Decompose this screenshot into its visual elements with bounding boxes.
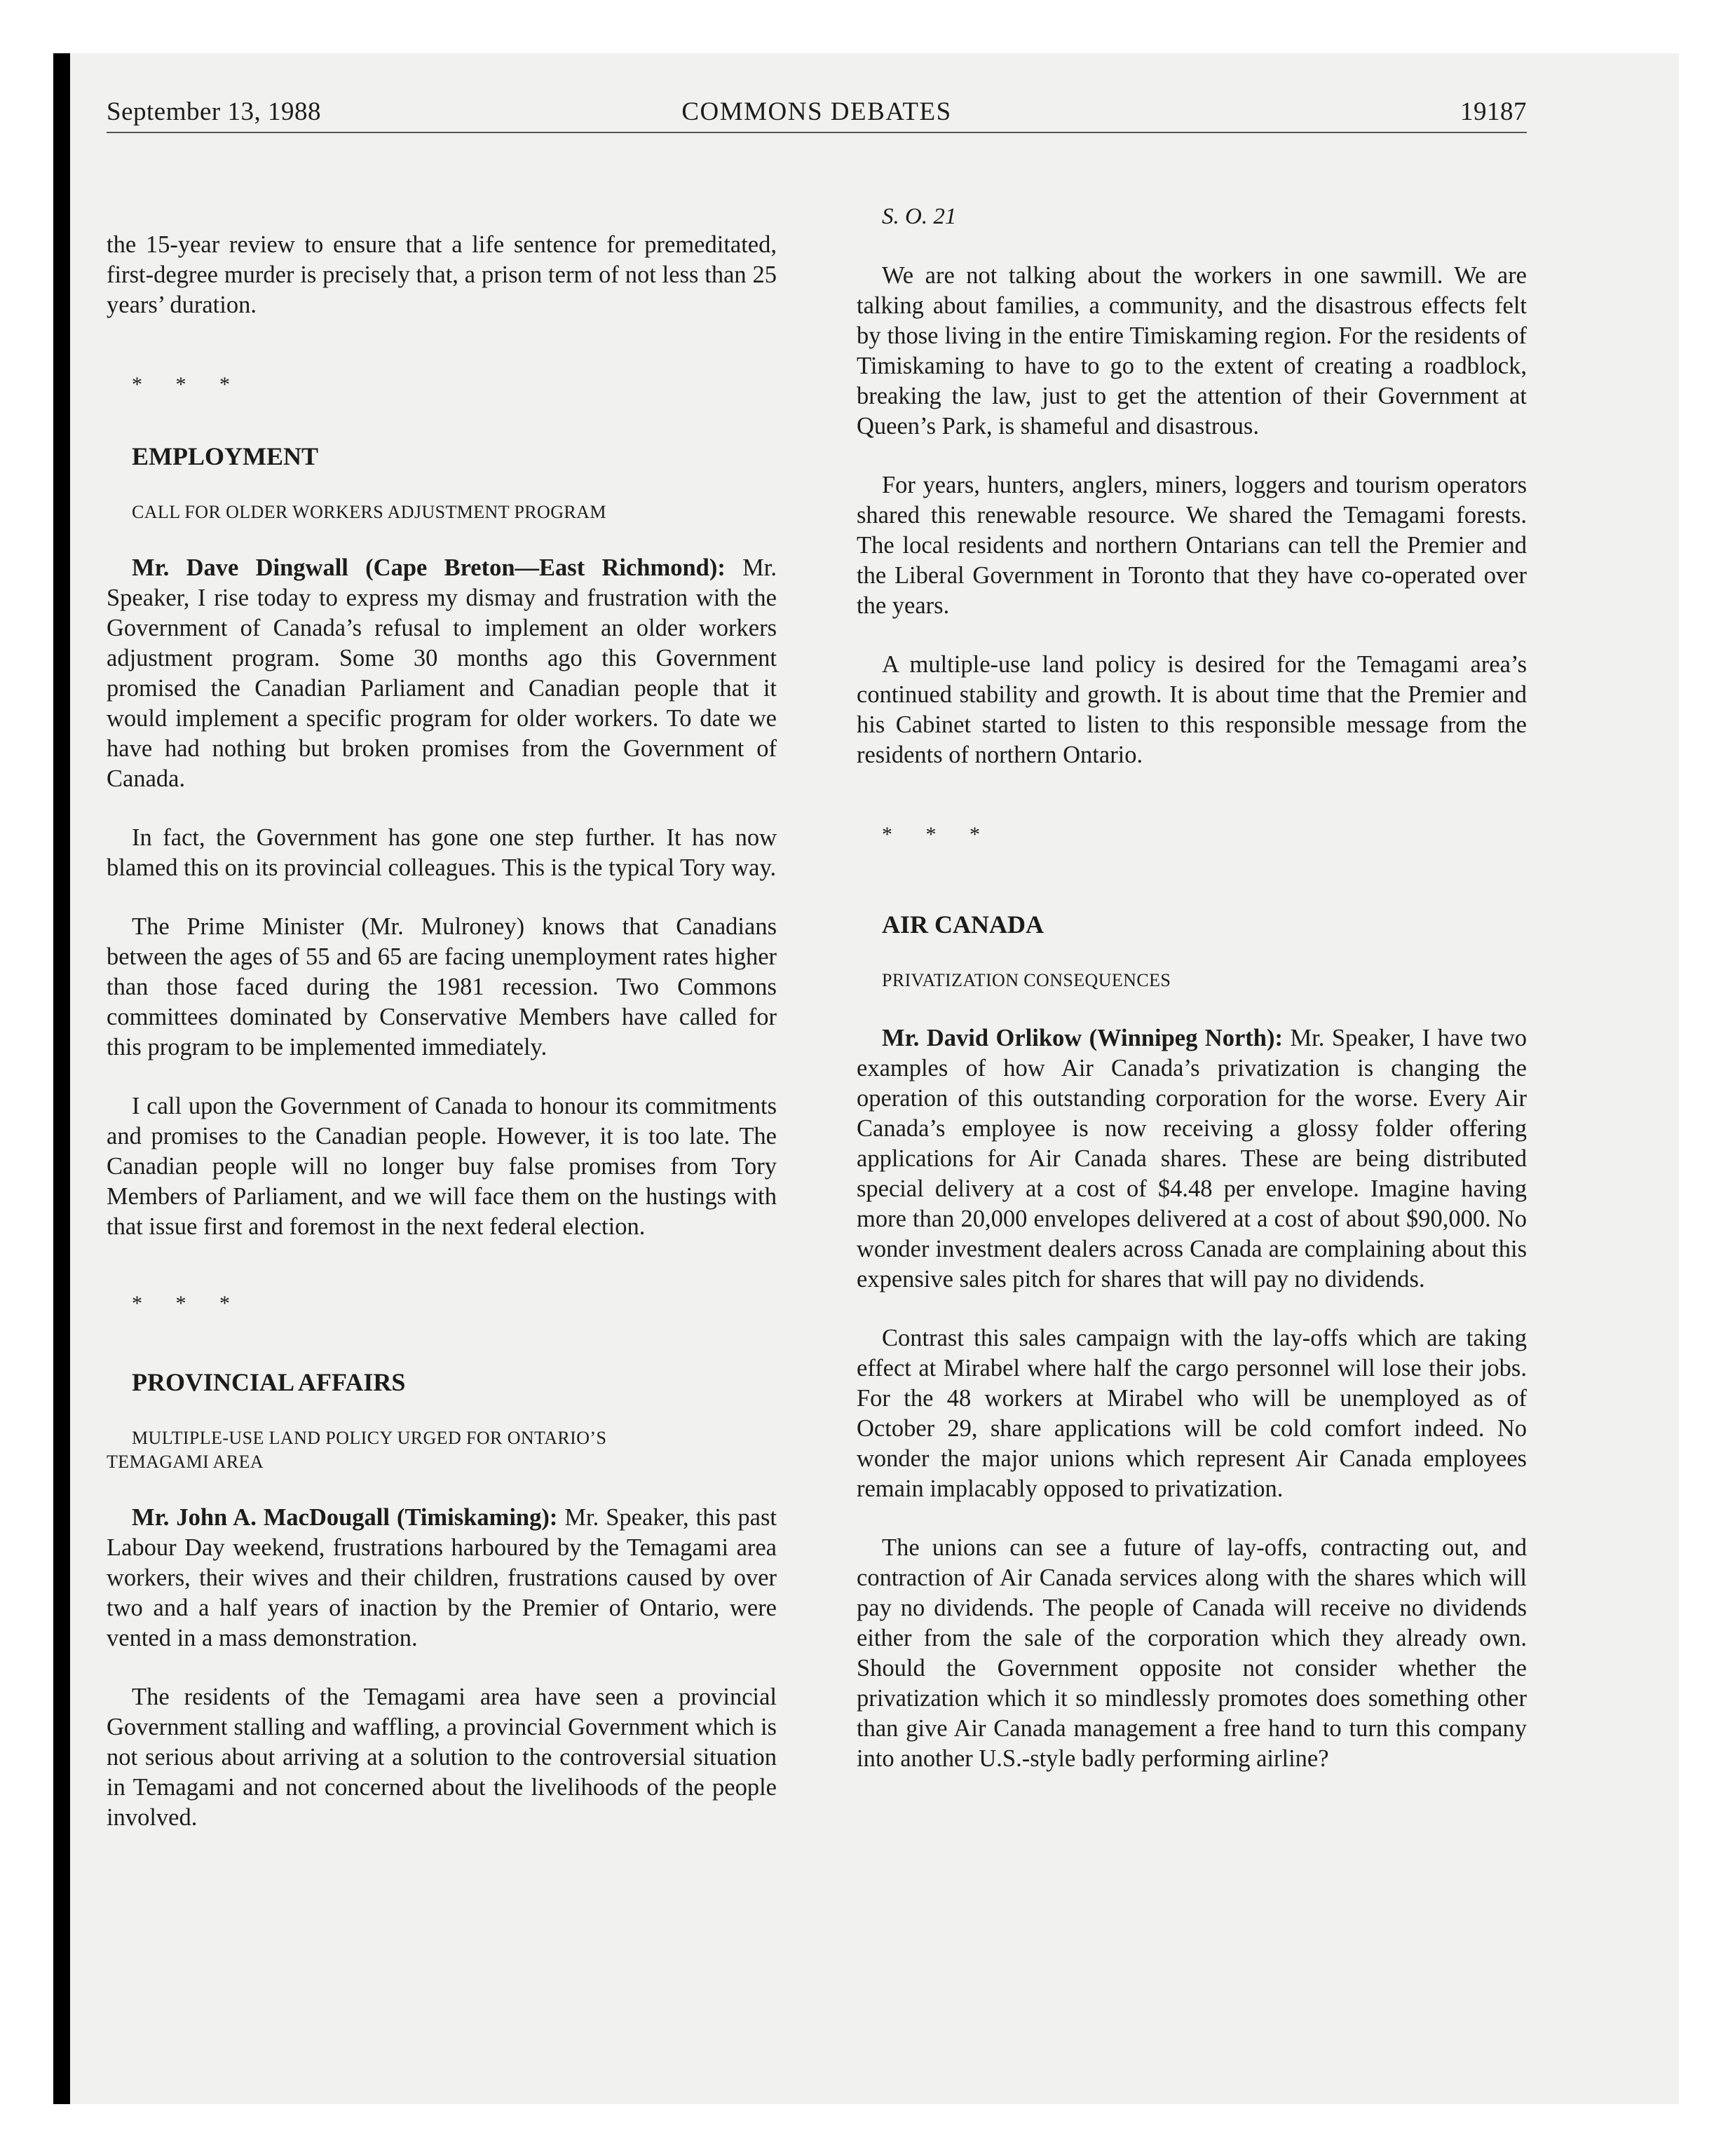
paragraph: Contrast this sales campaign with the lay-offs which are taking effect at Mirabel where half the cargo personnel will lose their jobs. For the 48 workers at Mirabel who will be unemployed as of October 29, share applications will be cold comfort indeed. No wonder the major unions which represent Air Canada employees remain implacably opposed to privatization. xyxy=(857,1325,1527,1502)
paragraph: The residents of the Temagami area have seen a provincial Government stalling and waffling, a provincial Government which is not serious about arriving at a solution to the controversial situation in Temagami and not concerned about the livelihoods of the people involved. xyxy=(107,1684,777,1831)
right-column xyxy=(857,140,1527,1803)
paragraph: The Prime Minister (Mr. Mulroney) knows that Canadians between the ages of 55 and 65 are facing unemployment rates higher than those faced during the 1981 recession. Two Commons committees dominated by Conservative Members have called for this program to be implemented immediately. xyxy=(107,913,777,1060)
section-subheading-employment: CALL FOR OLDER WORKERS ADJUSTMENT PROGRAM xyxy=(132,502,606,522)
section-heading-provincial: PROVINCIAL AFFAIRS xyxy=(132,1368,406,1396)
paragraph: We are not talking about the workers in one sawmill. We are talking about families, a community, and the disastrous effects felt by those living in the entire Timiskaming region. For the residents of Timiskaming to have to go to the extent of creating a roadblock, breaking the law, just to get the attention of their Government at Queen’s Park, is shameful and disastrous. xyxy=(857,262,1527,439)
section-separator: * * * xyxy=(132,1292,244,1315)
left-column xyxy=(107,140,777,1862)
paragraph: I call upon the Government of Canada to honour its commitments and promises to the Canadian people. However, it is too late. The Canadian people will no longer buy false promises from Tory Members of Parliament, and we will face them on the hustings with that issue first and foremost in the next federal election. xyxy=(107,1093,777,1240)
section-heading-employment: EMPLOYMENT xyxy=(132,442,318,470)
speech-paragraph: Mr. John A. MacDougall (Timiskaming): Mr. Speaker, this past Labour Day weekend, frustrations harboured by the Temagami area workers, their wives and their children, frustrations caused by over two and a half years of inaction by the Premier of Ontario, were vented in a mass demonstration. xyxy=(107,1504,777,1651)
standing-order-label: S. O. 21 xyxy=(882,204,957,229)
section-heading-air-canada: AIR CANADA xyxy=(882,910,1044,939)
header-rule xyxy=(107,132,1527,133)
speaker-name: Mr. David Orlikow (Winnipeg North): xyxy=(882,1025,1283,1051)
speaker-name: Mr. John A. MacDougall (Timiskaming): xyxy=(132,1504,558,1531)
speech-paragraph: Mr. David Orlikow (Winnipeg North): Mr. Speaker, I have two examples of how Air Canada’s privatization is changing the operation of this outstanding corporation for the worse. Every Air Canada’s employee is now receiving a glossy folder offering applications for Air Canada shares. These are being distributed special delivery at a cost of $4.48 per envelope. Imagine having more than 20,000 envelopes delivered at a cost of about $90,000. No wonder investment dealers across Canada are complaining about this expensive sales pitch for shares that will pay no dividends. xyxy=(857,1025,1528,1292)
paragraph: A multiple-use land policy is desired for the Temagami area’s continued stability and growth. It is about time that the Premier and his Cabinet started to listen to this responsible message from the residents of northern Ontario. xyxy=(857,651,1527,768)
section-separator: * * * xyxy=(882,823,994,846)
speech-paragraph: Mr. Dave Dingwall (Cape Breton—East Richmond): Mr. Speaker, I rise today to express my dismay and frustration with the Government of Canada’s refusal to implement an older workers adjustment program. Some 30 months ago this Government promised the Canadian Parliament and Canadian people that it would implement a specific program for older workers. To date we have had nothing but broken promises from the Government of Canada. xyxy=(107,554,777,792)
paragraph: The unions can see a future of lay-offs, contracting out, and contraction of Air Canada services along with the shares which will pay no dividends. The people of Canada will receive no dividends either from the sale of the corporation which they already own. Should the Government opposite not consider whether the privatization which it so mindlessly promotes does something other than give Air Canada management a free hand to turn this company into another U.S.-style badly performing airline? xyxy=(857,1534,1527,1772)
binding-edge xyxy=(53,53,70,2104)
header-date: September 13, 1988 xyxy=(107,97,321,126)
speaker-name: Mr. Dave Dingwall (Cape Breton—East Richmond): xyxy=(132,554,726,581)
section-subheading-air-canada: PRIVATIZATION CONSEQUENCES xyxy=(882,970,1171,990)
page-header xyxy=(107,97,1527,136)
paragraph: the 15-year review to ensure that a life sentence for premeditated, first-degree murder is precisely that, a prison term of not less than 25 years’ duration. xyxy=(107,231,777,318)
paragraph: In fact, the Government has gone one step further. It has now blamed this on its provincial colleagues. This is the typical Tory way. xyxy=(107,824,777,881)
section-subheading-provincial: MULTIPLE-USE LAND POLICY URGED FOR ONTARIO’S TEMAGAMI AREA xyxy=(107,1428,607,1472)
paragraph: For years, hunters, anglers, miners, loggers and tourism operators shared this renewable resource. We shared the Temagami forests. The local residents and northern Ontarians can tell the Premier and the Liberal Government in Toronto that they have co-operated over the years. xyxy=(857,472,1527,619)
section-separator: * * * xyxy=(132,373,244,396)
header-title: COMMONS DEBATES xyxy=(681,97,952,126)
header-page-number: 19187 xyxy=(1460,97,1527,126)
